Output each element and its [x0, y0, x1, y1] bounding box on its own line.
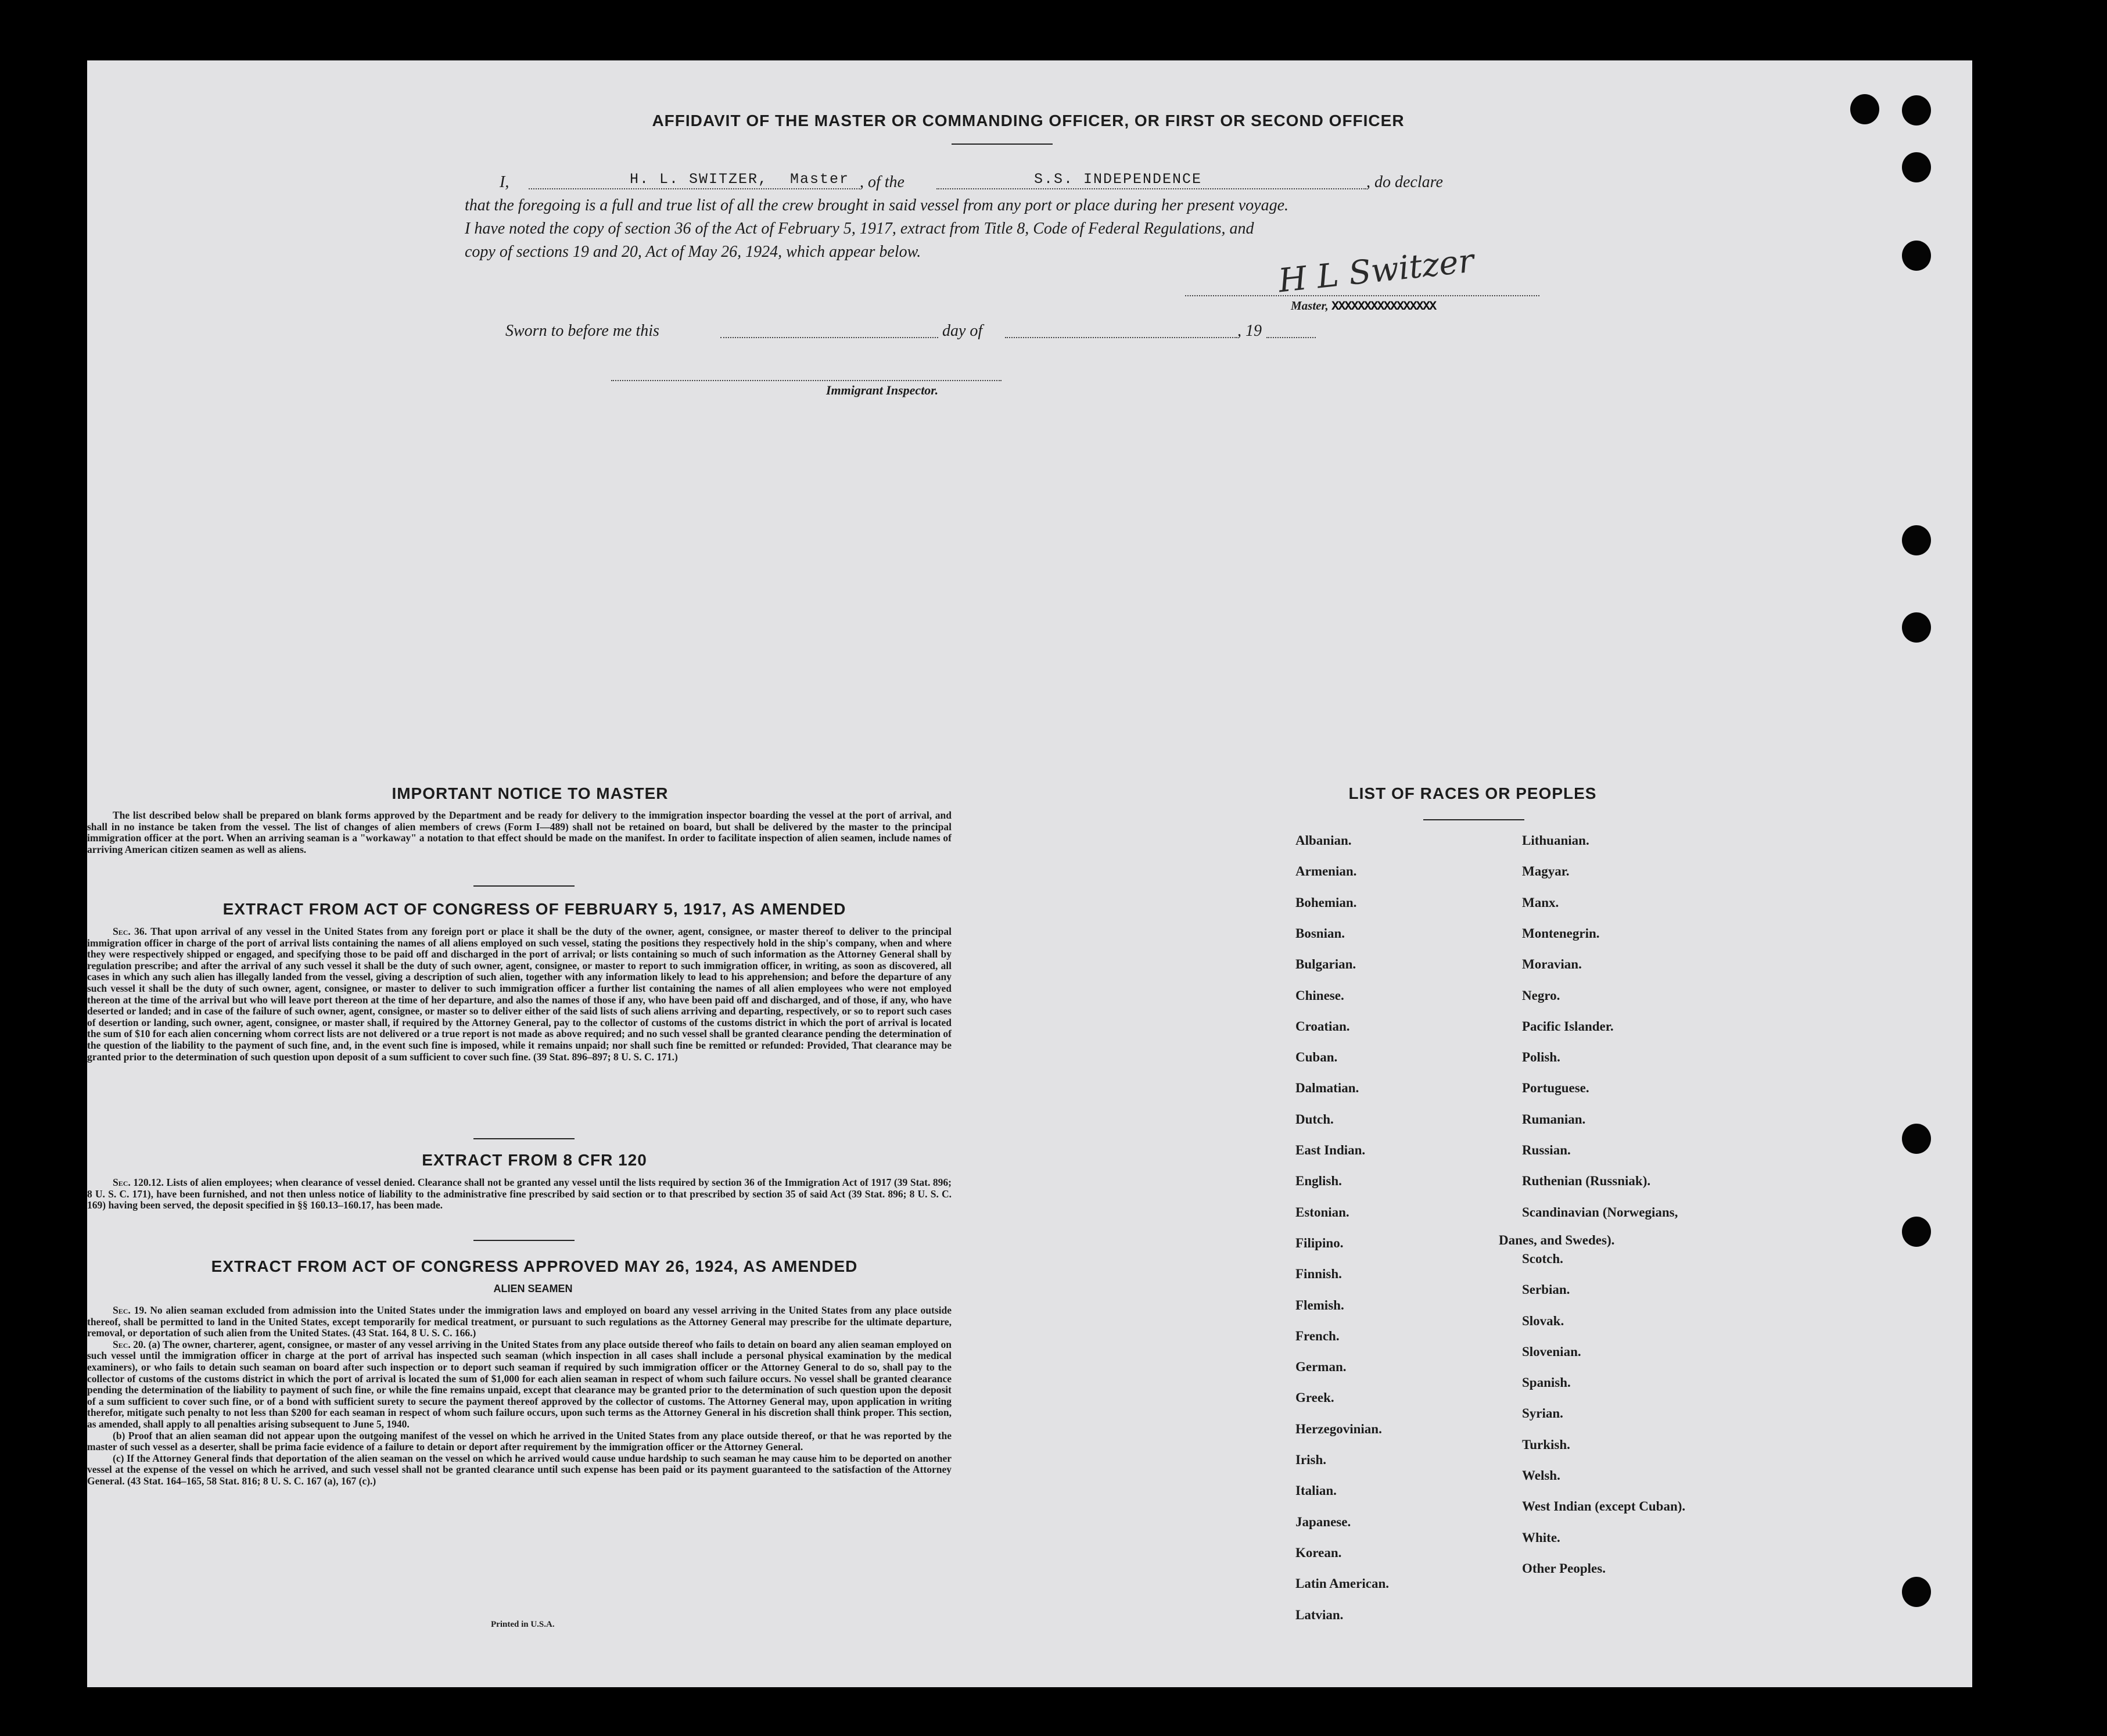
section-divider [473, 885, 575, 887]
race-list-item: Filipino. [1295, 1235, 1344, 1250]
race-list-item: German. [1295, 1360, 1347, 1375]
race-list-item: Serbian. [1522, 1282, 1570, 1297]
race-list-item: Spanish. [1522, 1375, 1571, 1390]
sec-20a [87, 1339, 952, 1430]
punch-hole [1902, 1124, 1931, 1154]
races-title-underline [1423, 819, 1524, 820]
document-page [87, 60, 1972, 1687]
extract-1924-body [87, 1305, 952, 1487]
race-list-item: Moravian. [1522, 957, 1582, 972]
race-list-item: French. [1295, 1328, 1340, 1343]
race-list-item: Italian. [1295, 1483, 1337, 1498]
vessel-blank [936, 188, 1366, 189]
race-list-item: Pacific Islander. [1522, 1018, 1614, 1034]
declaration-line-3: I have noted the copy of section 36 of the Act of February 5, 1917, extract from Title 8, Code of Federal Regulations, and [465, 220, 1254, 238]
master-signature: H L Switzer [1276, 242, 1476, 300]
race-list-item: Polish. [1522, 1050, 1560, 1065]
alien-seamen-subtitle: ALIEN SEAMEN [493, 1283, 573, 1294]
inspector-label: Immigrant Inspector. [826, 383, 939, 397]
punch-hole [1902, 241, 1931, 271]
master-rank: Master [790, 171, 850, 188]
declaration-line-4: copy of sections 19 and 20, Act of May 26, 1924, which appear below. [465, 243, 921, 261]
race-list-item: Albanian. [1295, 833, 1352, 848]
signature-struck: XXXXXXXXXXXXXXXX [1331, 299, 1436, 314]
race-list-item: Manx. [1522, 895, 1559, 910]
race-list-item: Latvian. [1295, 1607, 1344, 1622]
year-text: , 19 [1237, 322, 1262, 340]
sec-20c: (c) If the Attorney General finds that deportation of the alien seaman on the vessel on which he arrived would cause undue hardship to such seaman he may cause him to be deported on another vessel at the expense of the vessel on which he arrived, and such vessel shall not be granted clearance until such expense has been paid or its payment guaranteed to the satisfaction of the Attorney General. (43 Stat. 164–165, 58 Stat. 816; 8 U. S. C. 167 (a), 167 (c).) [87, 1452, 952, 1487]
punch-hole [1902, 612, 1931, 643]
race-list-item: Portuguese. [1522, 1081, 1589, 1096]
race-list-item: Finnish. [1295, 1267, 1342, 1282]
sec-20b: (b) Proof that an alien seaman did not appear upon the outgoing manifest of the vessel on which he arrived in the United States from any place outside thereof, or that he was reported by the master of such vessel as a deserter, shall be prima facie evidence of a failure to detain or deport after requirement by the immigration officer or the Attorney General. [87, 1429, 952, 1453]
of-the-text: , of the [860, 173, 904, 191]
races-title: LIST OF RACES OR PEOPLES [1348, 784, 1597, 802]
race-list-item: Flemish. [1295, 1297, 1344, 1312]
race-scandinavian-line-2: Danes, and Swedes). [1499, 1233, 1615, 1247]
printed-in-usa: Printed in U.S.A. [491, 1620, 555, 1629]
race-list-item: West Indian (except Cuban). [1522, 1499, 1686, 1514]
punch-hole [1850, 94, 1879, 124]
sec-19-text: No alien seaman excluded from admission into the United States under the immigration laws and employed on board any vessel arriving in the United States from any place outside thereof, shall be permitted to land in the United States, except temporarily for medical treatment, or pursuant to such regulations as the Attorney General may prescribe for the ultimate departure, removal, or deportation of such alien from the United States. (43 Stat. 164, 8 U. S. C. 166.) [87, 1304, 952, 1339]
race-list-item: Slovak. [1522, 1313, 1564, 1328]
race-list-item: Syrian. [1522, 1406, 1563, 1421]
sec-120-text: Lists of alien employees; when clearance of vessel denied. Clearance shall not be granted any vessel until the lists required by section 36 of the Immigration Act of 1917 (39 Stat. 896; 8 U. S. C. 171), have been furnished, and not then unless notice of liability to the administrative fine prescribed by said section or to that prescribed by section 35 of said Act (39 Stat. 896; 8 U. S. C. 169) having been served, the deposit specified in §§ 160.13–160.17, has been made. [87, 1177, 952, 1211]
extract-cfr-title: EXTRACT FROM 8 CFR 120 [422, 1151, 647, 1169]
day-of-text: day of [942, 322, 983, 340]
master-name: H. L. SWITZER, [630, 171, 769, 188]
race-list-item: Scandinavian (Norwegians, [1522, 1204, 1678, 1219]
punch-hole [1902, 1217, 1931, 1247]
race-list-item: Armenian. [1295, 864, 1357, 879]
signature-line [1185, 295, 1539, 296]
month-blank [1005, 337, 1237, 338]
declaration-line-1 [500, 173, 1632, 194]
race-list-item: Herzegovinian. [1295, 1421, 1382, 1436]
race-list-item: Bosnian. [1295, 926, 1345, 941]
race-list-item: Latin American. [1295, 1576, 1389, 1591]
sec-120-label: Sec. 120.12. [113, 1177, 164, 1188]
race-list-item: English. [1295, 1174, 1342, 1189]
sec-20-label: Sec. 20. [113, 1338, 146, 1350]
sworn-line [505, 322, 1412, 345]
race-list-item: Turkish. [1522, 1437, 1570, 1452]
race-list-item: Welsh. [1522, 1468, 1560, 1483]
race-list-item: Croatian. [1295, 1018, 1350, 1034]
sec-36-text: That upon arrival of any vessel in the United States from any foreign port or place it shall be the duty of the owner, agent, consignee, or master thereof to deliver to the principal immigration officer in charge of the port of arrival lists containing the names of all aliens employed on such vessel, stating the positions they respectively hold in the ship's company, when and where they were respectively shipped or engaged, and specifying those to be paid off and discharged in the port of arrival; or lists containing so much of such information as the Attorney General shall by regulation prescribe; and after the arrival of any such vessel it shall be the duty of such owner, agent, consignee, or master to report to such immigration officer, in writing, as soon as discovered, all cases in which any such alien has illegally landed from the vessel, giving a description of such alien, together with any information likely to lead to his apprehension; and before the departure of any such vessel it shall be the duty of such owner, agent, consignee, or master to deliver to such immigration officer a further list containing the names of all alien employees who were not employed thereon at the time of the arrival but who will leave port thereon at the time of her departure, and also the names of those if any, who have been paid off and discharged, and of those, if any, who have deserted or landed; and in case of the failure of such owner, agent, consignee, or master so to deliver either of the said lists of such aliens arriving and departing, respectively, or so to report such cases of desertion or landing, such owner, agent, consignee, or master shall, if required by the Attorney General, pay to the collector of customs of the customs district in which the port of arrival is located the sum of $10 for each alien concerning whom correct lists are not delivered or a true report is not made as above required; and no such vessel shall be granted clearance pending the determination of the question of the liability to the payment of such fine, and, in the event such fine is imposed, while it remains unpaid; nor shall such fine be remitted or refunded: Provided, That clearance may be granted prior to the determination of such question upon deposit of a sum sufficient to cover such fine. (39 Stat. 896–897; 8 U. S. C. 171.) [87, 926, 952, 1063]
pronoun: I, [500, 173, 509, 191]
race-list-item: Dalmatian. [1295, 1081, 1359, 1096]
race-list-item: Korean. [1295, 1545, 1342, 1560]
punch-hole [1902, 95, 1931, 125]
race-list-item: White. [1522, 1530, 1560, 1545]
race-list-item: Other Peoples. [1522, 1561, 1606, 1576]
notice-body: The list described below shall be prepared on blank forms approved by the Department and be ready for delivery to the immigration inspector boarding the vessel at the port of arrival, and shall in no instance be taken from the vessel. The list of changes of alien members of crews (Form I—489) shall not be retained on board, but shall be delivered by the master to the principal immigration officer at the port. When an arriving seaman is a "workaway" a notation to that effect should be made on the manifest. In order to facilitate inspection of alien seamen, include names of arriving American citizen seamen as well as aliens. [87, 809, 952, 855]
section-divider [473, 1138, 575, 1139]
race-list-item: Bulgarian. [1295, 957, 1356, 972]
year-blank [1266, 337, 1316, 338]
race-list-item: Magyar. [1522, 864, 1570, 879]
race-list-item: Chinese. [1295, 988, 1344, 1003]
vessel-name: S.S. INDEPENDENCE [1034, 171, 1203, 188]
punch-hole [1902, 525, 1931, 555]
race-list-item: Cuban. [1295, 1050, 1338, 1065]
race-list-item: Japanese. [1295, 1514, 1351, 1529]
race-list-item: Scotch. [1522, 1251, 1563, 1266]
punch-hole [1902, 1577, 1931, 1607]
inspector-line [611, 380, 1002, 381]
race-list-item: Irish. [1295, 1452, 1327, 1467]
signature-role: Master, [1291, 299, 1329, 313]
section-divider [473, 1240, 575, 1241]
punch-hole [1902, 152, 1931, 182]
sec-36-label: Sec. 36. [113, 926, 148, 937]
sec-20a-text: (a) The owner, charterer, agent, consignee, or master of any vessel arriving in the United States from any place outside thereof who fails to detain on board any alien seaman employed on such vessel until the immigration officer in charge at the port of arrival has inspected such seaman (which inspection in all cases shall include a personal physical examination by the medical examiners), or who fails to detain such seaman on board after such inspection or to deport such seaman if required by such immigration officer or the Attorney General to do so, shall pay to the collector of customs of the customs district in which the port of arrival is located the sum of $1,000 for each alien seaman in respect of whom such failure occurs. No vessel shall be granted clearance pending the determination of the liability to payment of such fine, or while the fine remains unpaid, except that clearance may be granted prior to the determination of such question upon the deposit of a sum sufficient to cover such fine, or of a bond with sufficient surety to secure the payment thereof approved by the collector of customs. The Attorney General may, upon application in writing therefor, mitigate such penalty to not less than $200 for each seaman in respect of whom such failure occurs, upon such terms as the Attorney General in his discretion shall think proper. This section, as amended, shall apply to all penalties arising subsequent to June 5, 1940. [87, 1338, 952, 1430]
signature-caption [1291, 299, 1435, 314]
race-list-item: Greek. [1295, 1390, 1334, 1405]
race-list-item: Bohemian. [1295, 895, 1357, 910]
extract-1917-body [87, 926, 952, 1063]
race-list-item: Lithuanian. [1522, 833, 1589, 848]
sec-19-label: Sec. 19. [113, 1304, 147, 1316]
sec-19 [87, 1305, 952, 1339]
race-list-item: Russian. [1522, 1143, 1571, 1157]
name-blank [529, 188, 860, 189]
declaration-line-2: that the foregoing is a full and true list of all the crew brought in said vessel from any port or place during her present voyage. [465, 196, 1289, 214]
sworn-text: Sworn to before me this [505, 322, 659, 340]
race-list-item: Dutch. [1295, 1111, 1334, 1127]
race-list-item: Montenegrin. [1522, 926, 1600, 941]
race-list-item: East Indian. [1295, 1143, 1366, 1157]
race-list-item: Negro. [1522, 988, 1560, 1003]
extract-1917-title: EXTRACT FROM ACT OF CONGRESS OF FEBRUARY 5, 1917, AS AMENDED [222, 900, 846, 918]
do-declare-text: , do declare [1366, 173, 1443, 191]
extract-cfr-body [87, 1177, 952, 1211]
race-list-item: Slovenian. [1522, 1344, 1581, 1359]
sworn-day-blank [720, 337, 938, 338]
affidavit-title: AFFIDAVIT OF THE MASTER OR COMMANDING OFFICER, OR FIRST OR SECOND OFFICER [652, 112, 1405, 130]
extract-1924-title: EXTRACT FROM ACT OF CONGRESS APPROVED MAY 26, 1924, AS AMENDED [211, 1257, 858, 1275]
race-list-item: Ruthenian (Russniak). [1522, 1174, 1651, 1189]
title-underline [952, 144, 1053, 145]
notice-title: IMPORTANT NOTICE TO MASTER [392, 784, 669, 802]
race-list-item: Rumanian. [1522, 1111, 1586, 1127]
race-list-item: Estonian. [1295, 1204, 1349, 1219]
